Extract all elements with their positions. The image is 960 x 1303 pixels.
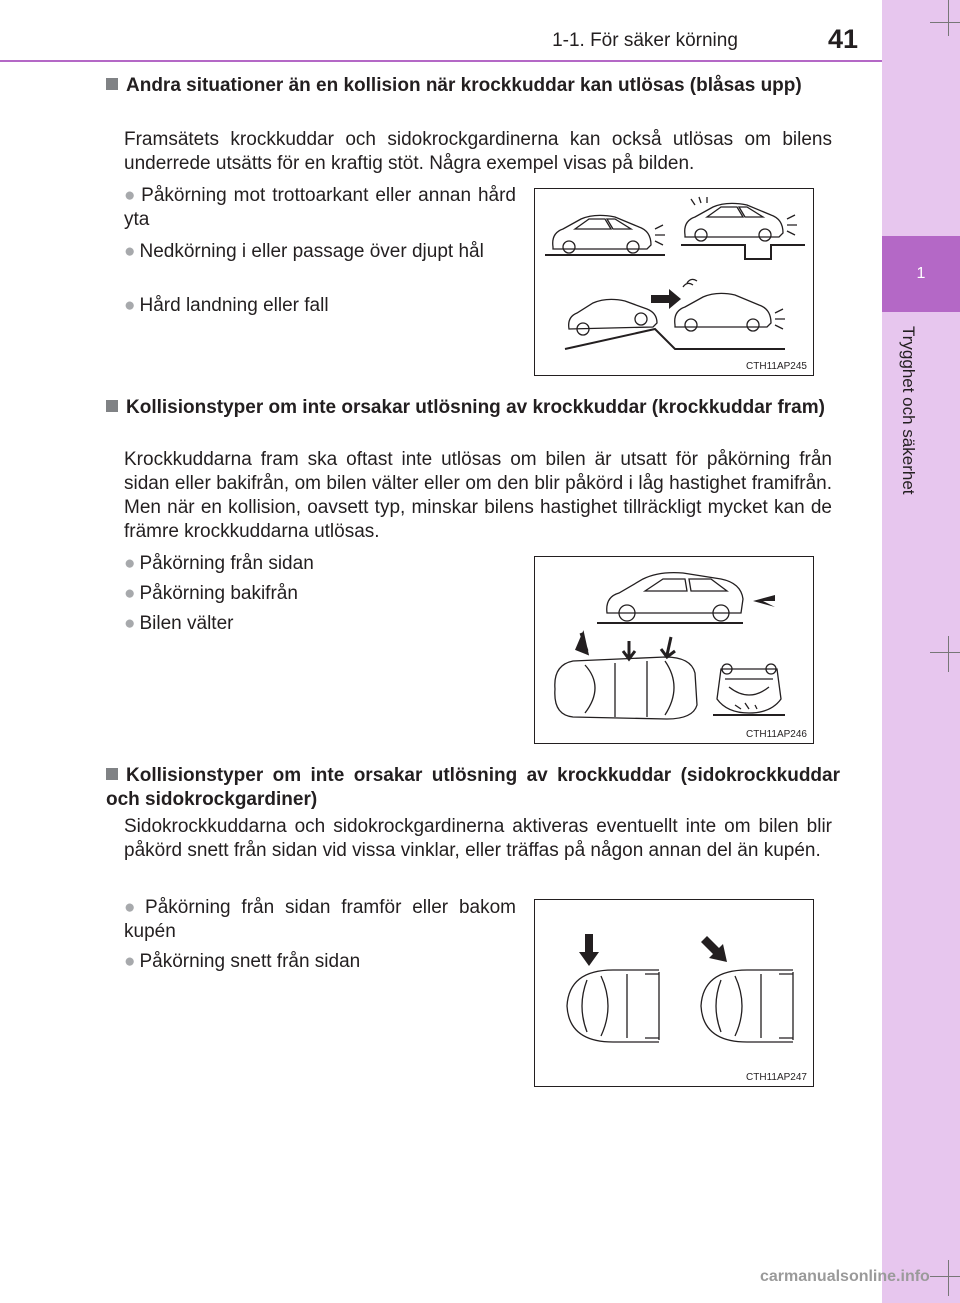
bullet-dot-icon: ● [124, 295, 136, 316]
bullet-dot-icon: ● [124, 951, 136, 972]
crop-mark [930, 22, 960, 23]
header-rule [0, 60, 882, 62]
crop-mark [948, 0, 949, 36]
bullet-dot-icon: ● [124, 613, 136, 634]
figure-collision-types-side [534, 899, 814, 1087]
section-heading: Andra situationer än en kollision när krockkuddar kan utlösas (blåsas upp) [106, 74, 840, 98]
chapter-label: Trygghet och säkerhet [899, 326, 918, 495]
bullet-dot-icon: ● [124, 897, 142, 918]
list-item: ● Påkörning bakifrån [124, 583, 298, 604]
figure-code: CTH11AP247 [746, 1072, 807, 1083]
section-heading: Kollisionstyper om inte orsakar utlösning av krockkuddar (sidokrockkuddar och sidokrockgardiner) [106, 765, 840, 810]
square-bullet-icon [106, 400, 118, 412]
bullet-dot-icon: ● [124, 241, 136, 262]
bullet-dot-icon: ● [124, 583, 136, 604]
figure-collision-types-front [534, 556, 814, 744]
figure-code: CTH11AP245 [746, 361, 807, 372]
list-item: ● Påkörning snett från sidan [124, 951, 361, 972]
page-number: 41 [827, 24, 859, 54]
list-item: ● Påkörning från sidan [124, 553, 314, 574]
list-item: ● Nedkörning i eller passage över djupt hål [124, 241, 484, 262]
figure-code: CTH11AP246 [746, 729, 807, 740]
crop-mark [948, 1260, 949, 1296]
bullet-dot-icon: ● [124, 553, 136, 574]
figure-undercarriage-impacts [534, 188, 814, 376]
list-item: ● Hård landning eller fall [124, 295, 329, 316]
section-text: Sidokrockkuddarna och sidokrockgardinerna aktiveras eventuellt inte om bilen blir påkörd snett från sidan vid vissa vinklar, eller träffas på någon annan del än kupén. [124, 816, 832, 861]
crop-mark [930, 652, 960, 653]
crop-mark [930, 1276, 960, 1277]
section-text: Framsätets krockkuddar och sidokrockgardinerna kan också utlösas om bilens underrede utsätts för en kraftig stöt. Några exempel visas på bilden. [124, 129, 832, 174]
list-item: ● Påkörning från sidan framför eller bakom kupén [124, 897, 516, 942]
running-header: 1-1. För säker körning [552, 30, 738, 51]
list-item: ● Påkörning mot trottoarkant eller annan hård yta [124, 185, 516, 230]
square-bullet-icon [106, 768, 118, 780]
list-item: ● Bilen välter [124, 613, 234, 634]
car-top-view-illustration [535, 900, 813, 1086]
square-bullet-icon [106, 78, 118, 90]
crop-mark [948, 636, 949, 672]
car-impact-illustration [535, 189, 813, 375]
section-text: Krockkuddarna fram ska oftast inte utlösas om bilen är utsatt för påkörning från sidan eller bakifrån, om bilen välter eller om den blir påkörd i låg hastighet framifrån. Men när en kollision, oavsett typ, minskar bilens hastighet tillräckligt mycket kan de främre krockkuddarna utlösas. [124, 449, 832, 542]
section-heading: Kollisionstyper om inte orsakar utlösning av krockkuddar (krockkuddar fram) [106, 396, 840, 420]
watermark: carmanualsonline.info [760, 1268, 930, 1285]
bullet-dot-icon: ● [124, 185, 138, 206]
car-collision-illustration [535, 557, 813, 743]
chapter-tab: 1 [882, 236, 960, 312]
